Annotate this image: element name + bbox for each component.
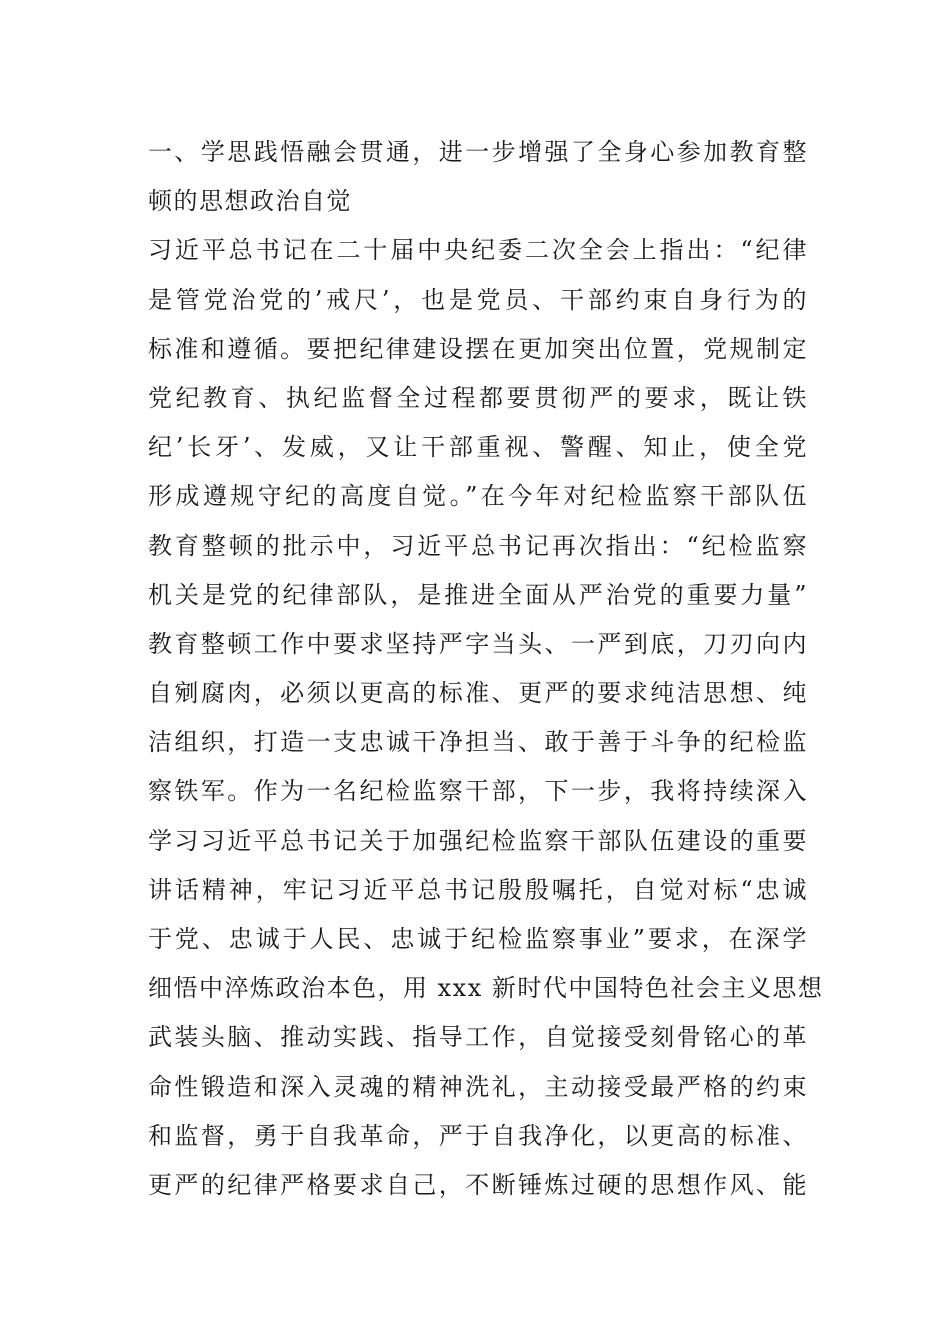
paragraph-line: 命性锻造和深入灵魂的精神洗礼，主动接受最严格的约束 bbox=[148, 1072, 808, 1101]
body-paragraph bbox=[148, 226, 824, 1210]
paragraph-line: 形成遵规守纪的高度自觉。”在今年对纪检监察干部队伍 bbox=[148, 482, 808, 511]
heading-line: 一、学思践悟融会贯通，进一步增强了全身心参加教育整 bbox=[148, 138, 808, 166]
paragraph-line: 教育整顿工作中要求坚持严字当头、一严到底，刀刃向内 bbox=[148, 629, 808, 658]
paragraph-line: 是管党治党的’戒尺’，也是党员、干部约束自身行为的 bbox=[148, 285, 808, 314]
paragraph-line: 教育整顿的批示中，习近平总书记再次指出：“纪检监察 bbox=[148, 531, 808, 560]
heading-line: 顿的思想政治自觉 bbox=[148, 187, 352, 216]
paragraph-line: 更严的纪律严格要求自己，不断锤炼过硬的思想作风、能 bbox=[148, 1170, 808, 1199]
document-body bbox=[148, 128, 824, 1210]
section-heading bbox=[148, 128, 808, 226]
paragraph-line: 机关是党的纪律部队，是推进全面从严治党的重要力量” bbox=[148, 580, 808, 609]
paragraph-line: 自剜腐肉，必须以更高的标准、更严的要求纯洁思想、纯 bbox=[148, 679, 808, 708]
paragraph-line: 标准和遵循。要把纪律建设摆在更加突出位置，党规制定 bbox=[148, 334, 808, 363]
paragraph-line: 讲话精神，牢记习近平总书记殷殷嘱托，自觉对标“忠诚 bbox=[148, 875, 808, 904]
paragraph-line: 纪’长牙’、发威，又让干部重视、警醒、知止，使全党 bbox=[148, 433, 808, 462]
paragraph-line: 习近平总书记在二十届中央纪委二次全会上指出：“纪律 bbox=[148, 236, 808, 265]
paragraph-line: 细悟中淬炼政治本色，用 xxx 新时代中国特色社会主义思想 bbox=[148, 974, 824, 1003]
paragraph-line: 和监督，勇于自我革命，严于自我净化，以更高的标准、 bbox=[148, 1121, 808, 1150]
paragraph-line: 党纪教育、执纪监督全过程都要贯彻严的要求，既让铁 bbox=[148, 383, 808, 412]
paragraph-line: 察铁军。作为一名纪检监察干部，下一步，我将持续深入 bbox=[148, 777, 808, 806]
paragraph-line: 学习习近平总书记关于加强纪检监察干部队伍建设的重要 bbox=[148, 826, 808, 855]
paragraph-line: 于党、忠诚于人民、忠诚于纪检监察事业”要求，在深学 bbox=[148, 925, 808, 953]
paragraph-line: 洁组织，打造一支忠诚干净担当、敢于善于斗争的纪检监 bbox=[148, 728, 808, 757]
paragraph-line: 武装头脑、推动实践、指导工作，自觉接受刻骨铭心的革 bbox=[148, 1023, 808, 1052]
